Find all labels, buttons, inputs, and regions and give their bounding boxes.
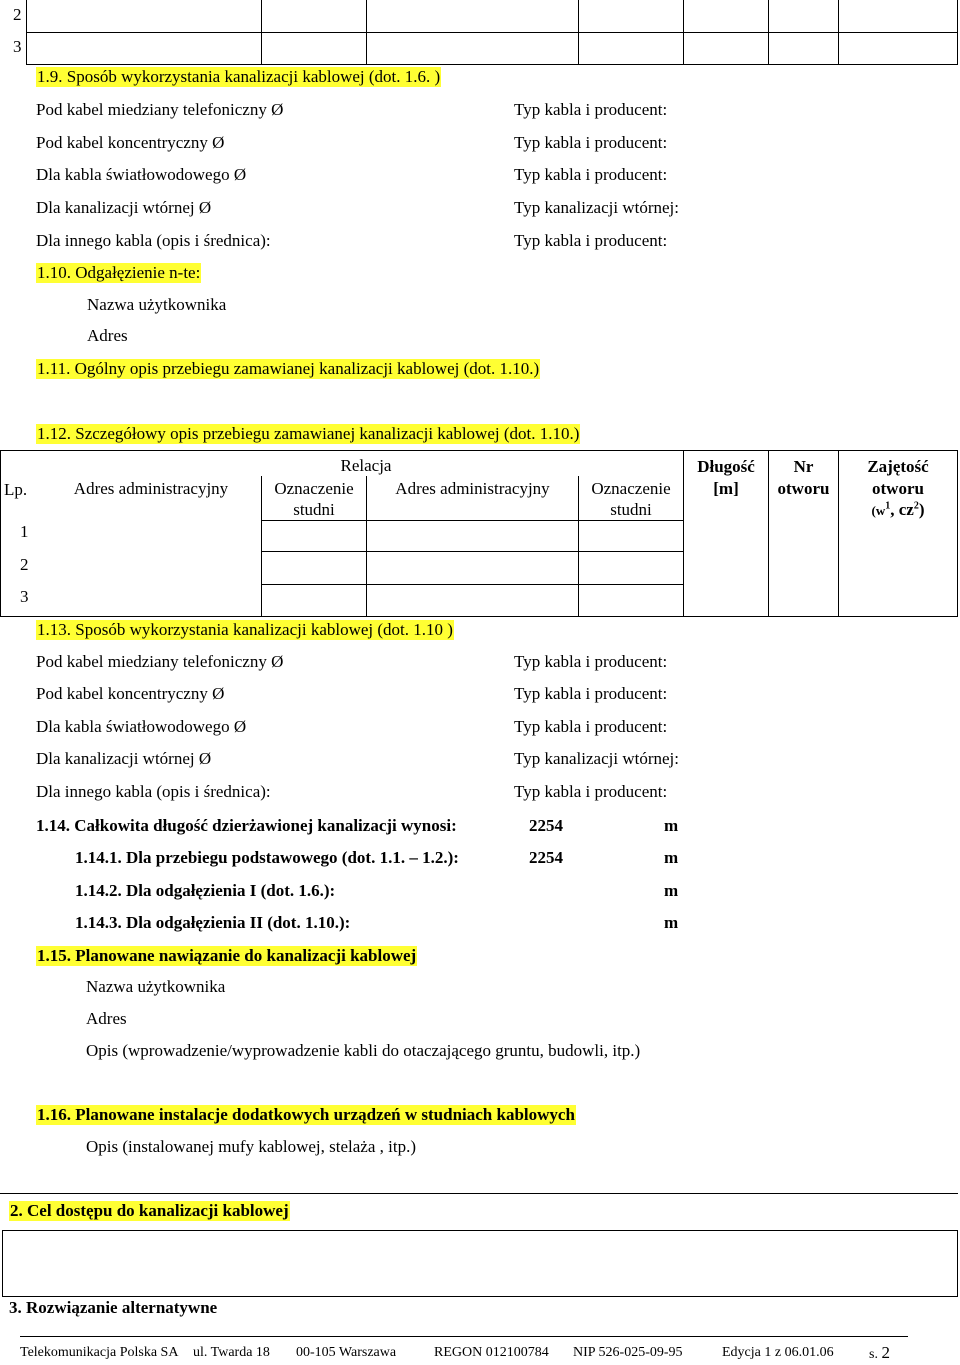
table-border (26, 32, 958, 33)
description-label: Opis (wprowadzenie/wyprowadzenie kabli do otaczającego gruntu, budowli, itp.) (86, 1041, 641, 1060)
user-name-label: Nazwa użytkownika (86, 977, 226, 996)
cable-type-label: Typ kanalizacji wtórnej: (514, 749, 679, 768)
user-name-label: Nazwa użytkownika (87, 295, 227, 314)
table-border (261, 551, 684, 552)
sub-length-value: 2254 (529, 848, 563, 867)
table-border (261, 584, 684, 585)
cable-type-label: Typ kabla i producent: (514, 652, 668, 671)
table-border (261, 520, 684, 521)
col-header-address-from: Adres administracyjny (73, 479, 229, 498)
footer-street: ul. Twarda 18 (193, 1345, 270, 1360)
cable-label: Dla kanalizacji wtórnej Ø (36, 198, 212, 217)
cable-label: Dla innego kabla (opis i średnica): (36, 782, 271, 801)
cable-label: Pod kabel miedziany telefoniczny Ø (36, 100, 284, 119)
section-1-16-heading: 1.16. Planowane instalacje dodatkowych urządzeń w studniach kablowych (37, 1105, 575, 1124)
footer-edition: Edycja 1 z 06.01.06 (722, 1345, 834, 1360)
cable-label: Pod kabel miedziany telefoniczny Ø (36, 652, 284, 671)
row-number: 3 (13, 37, 22, 56)
section-1-9-heading: 1.9. Sposób wykorzystania kanalizacji kablowej (dot. 1.6. ) (37, 67, 441, 86)
cable-label: Pod kabel koncentryczny Ø (36, 133, 225, 152)
col-header-well-to-2: studni (610, 500, 652, 519)
col-header-lp: Lp. (4, 480, 28, 499)
col-header-address-to: Adres administracyjny (395, 479, 550, 498)
address-label: Adres (86, 1009, 127, 1028)
cable-type-label: Typ kabla i producent: (514, 684, 668, 703)
section-divider (0, 1193, 958, 1194)
footer-page: s. 2 (869, 1343, 890, 1362)
cable-label: Dla kabla światłowodowego Ø (36, 717, 247, 736)
table-row-number: 3 (20, 587, 29, 606)
section-1-11-heading: 1.11. Ogólny opis przebiegu zamawianej kanalizacji kablowej (dot. 1.10.) (37, 359, 540, 378)
section-3-heading: 3. Rozwiązanie alternatywne (9, 1298, 218, 1317)
purpose-textbox[interactable] (2, 1230, 958, 1297)
table-border (957, 450, 958, 617)
cable-type-label: Typ kabla i producent: (514, 782, 668, 801)
total-length-unit: m (664, 816, 679, 835)
col-header-occupancy: Zajętość (867, 457, 929, 476)
cable-label: Dla kabla światłowodowego Ø (36, 165, 247, 184)
footer-regon: REGON 012100784 (434, 1345, 549, 1360)
footer-city: 00-105 Warszawa (296, 1345, 397, 1360)
cable-label: Dla kanalizacji wtórnej Ø (36, 749, 212, 768)
footer-company: Telekomunikacja Polska SA (20, 1345, 179, 1360)
address-label: Adres (87, 326, 128, 345)
table-row-number: 1 (20, 522, 29, 541)
col-header-occupancy-3: ($w^1$, $cz^2$) (871, 500, 925, 519)
cable-type-label: Typ kabla i producent: (514, 231, 668, 250)
col-header-well-to: Oznaczenie (591, 479, 671, 498)
sub-length-unit: m (664, 848, 679, 867)
section-1-13-heading: 1.13. Sposób wykorzystania kanalizacji kablowej (dot. 1.10 ) (37, 620, 453, 639)
cable-type-label: Typ kabla i producent: (514, 133, 668, 152)
col-header-well-from-2: studni (293, 500, 335, 519)
section-2-heading: 2. Cel dostępu do kanalizacji kablowej (10, 1201, 289, 1220)
col-header-length: Długość (697, 457, 755, 476)
footer-nip: NIP 526-025-09-95 (573, 1345, 683, 1360)
cable-type-label: Typ kabla i producent: (514, 717, 668, 736)
sub-length-label: 1.14.1. Dla przebiegu podstawowego (dot. 1.1. – 1.2.): (75, 848, 459, 867)
cable-label: Pod kabel koncentryczny Ø (36, 684, 225, 703)
cable-type-label: Typ kabla i producent: (514, 100, 668, 119)
description-label: Opis (instalowanej mufy kablowej, stelaża , itp.) (86, 1137, 416, 1156)
col-header-length-unit: [m] (713, 479, 739, 498)
cable-type-label: Typ kabla i producent: (514, 165, 668, 184)
sub-length-unit: m (664, 881, 679, 900)
section-1-12-heading: 1.12. Szczegółowy opis przebiegu zamawianej kanalizacji kablowej (dot. 1.10.) (37, 424, 580, 443)
row-number: 2 (13, 5, 22, 24)
table-border (26, 64, 958, 65)
table-border (0, 616, 958, 617)
col-header-hole-nr: Nr (793, 457, 814, 476)
section-1-10-heading: 1.10. Odgałęzienie n-te: (37, 263, 201, 282)
table-border (0, 450, 958, 451)
col-header-hole-nr-2: otworu (777, 479, 830, 498)
footer-divider (20, 1336, 908, 1337)
sub-length-unit: m (664, 913, 679, 932)
sub-length-label: 1.14.3. Dla odgałęzienia II (dot. 1.10.): (75, 913, 351, 932)
cable-type-label: Typ kanalizacji wtórnej: (514, 198, 679, 217)
section-1-15-heading: 1.15. Planowane nawiązanie do kanalizacji kablowej (37, 946, 417, 965)
section-1-14-heading: 1.14. Całkowita długość dzierżawionej kanalizacji wynosi: (36, 816, 457, 835)
total-length-value: 2254 (529, 816, 563, 835)
col-header-well-from: Oznaczenie (274, 479, 354, 498)
table-row-number: 2 (20, 555, 29, 574)
sub-length-label: 1.14.2. Dla odgałęzienia I (dot. 1.6.): (75, 881, 336, 900)
table-border (0, 450, 1, 617)
col-header-relacja: Relacja (340, 456, 392, 475)
cable-label: Dla innego kabla (opis i średnica): (36, 231, 271, 250)
col-header-occupancy-2: otworu (872, 479, 924, 498)
